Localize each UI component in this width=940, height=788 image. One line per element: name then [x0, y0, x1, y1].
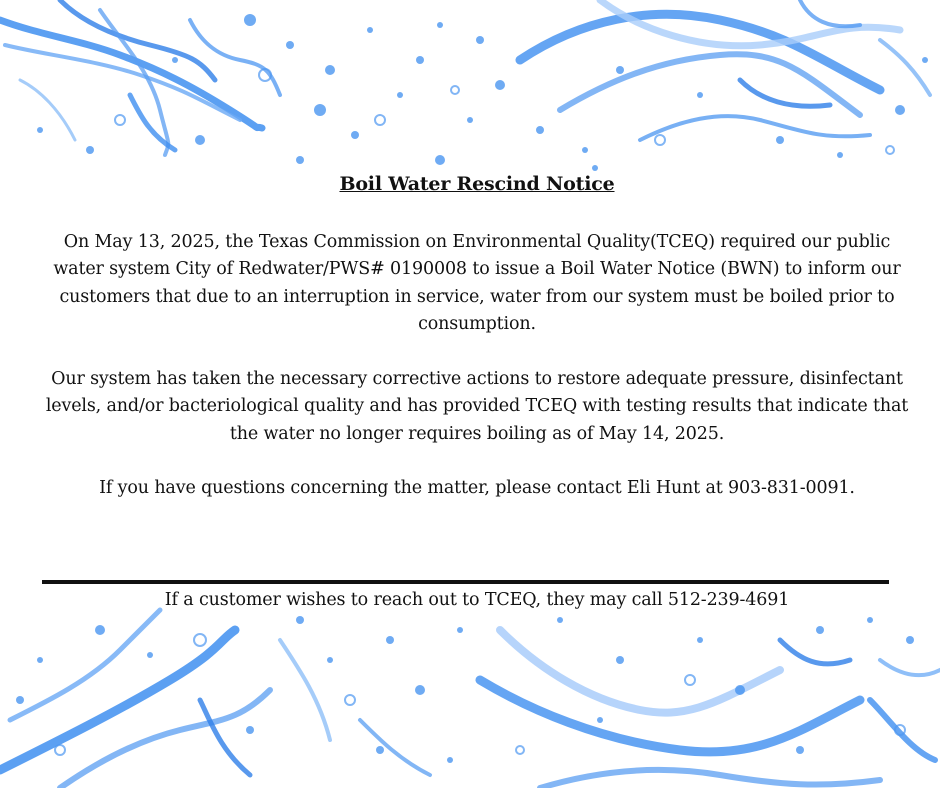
notice-paragraph-contact: If you have questions concerning the matter, please contact Eli Hunt at 903-831-0091.: [99, 478, 855, 498]
notice-title: Boil Water Rescind Notice: [339, 173, 615, 195]
water-splash-bottom-image: [0, 600, 940, 788]
divider-line: [42, 580, 889, 584]
notice-paragraph-rescind: Our system has taken the necessary corrective actions to restore adequate pressure, disinfectant levels, and/or bacteriological quality and has provided TCEQ with testing results that indicate that the water no longer requires boiling as of May 14, 2025.: [45, 369, 909, 444]
notice-paragraph-issue: On May 13, 2025, the Texas Commission on Environmental Quality(TCEQ) required our public water system City of Redwater/PWS# 0190008 to issue a Boil Water Notice (BWN) to inform our customers that due to an interruption in service, water from our system must be boiled prior to consumption.: [53, 232, 901, 334]
tceq-contact-footer: If a customer wishes to reach out to TCEQ, they may call 512-239-4691: [164, 590, 790, 610]
water-splash-top-image: [0, 0, 940, 175]
